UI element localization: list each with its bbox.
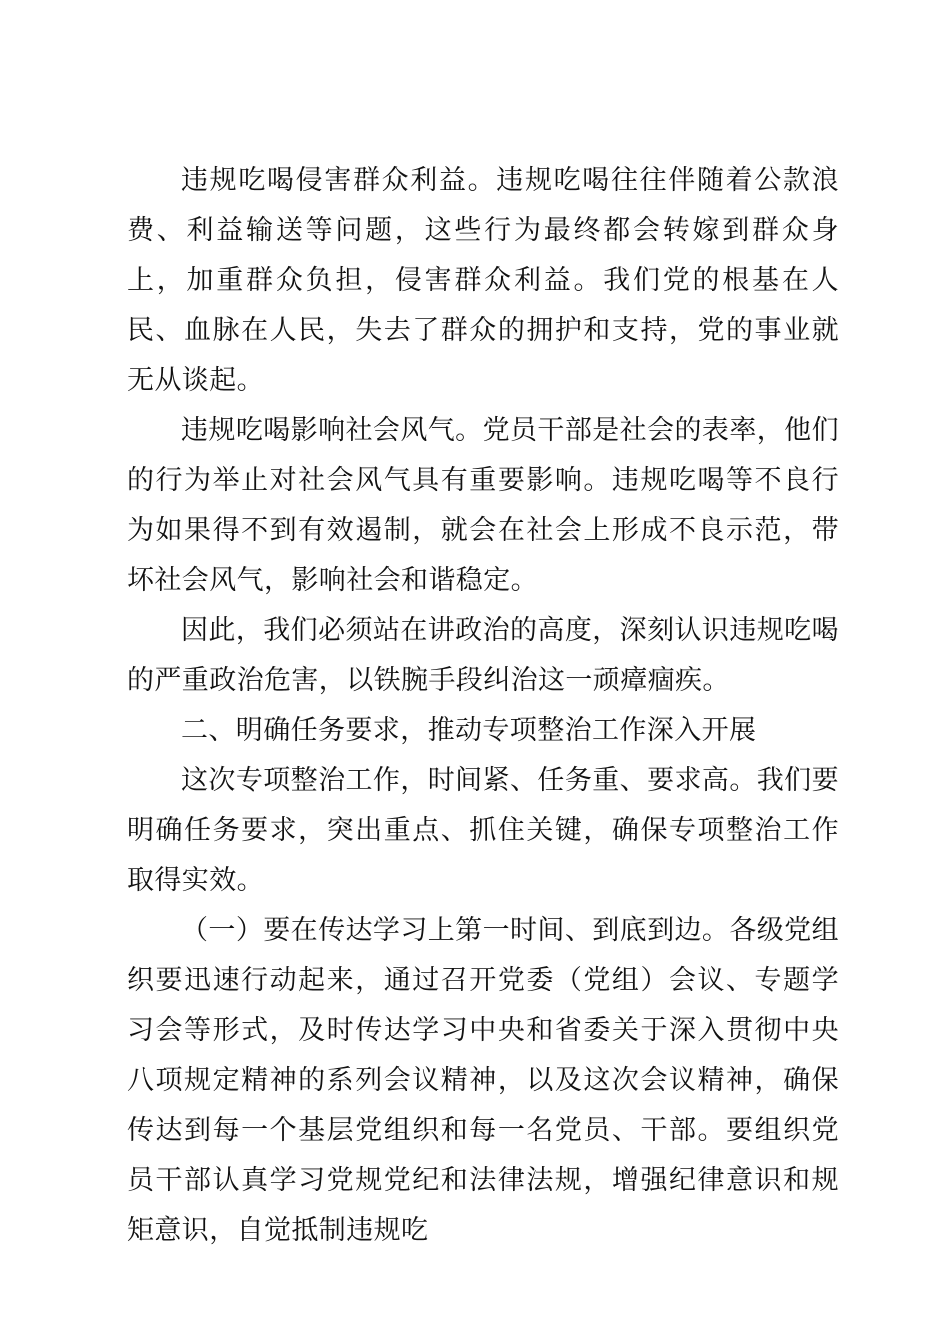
paragraph-social-atmosphere: 违规吃喝影响社会风气。党员干部是社会的表率，他们的行为举止对社会风气具有重要影响。违规吃喝等不良行为如果得不到有效遏制，就会在社会上形成不良示范，带坏社会风气，影响社会和谐稳定。 <box>127 415 839 596</box>
section-heading-two: 二、明确任务要求，推动专项整治工作深入开展 <box>181 715 757 746</box>
document-body <box>127 156 839 1256</box>
paragraph-harm-to-public-interest: 违规吃喝侵害群众利益。违规吃喝往往伴随着公款浪费、利益输送等问题，这些行为最终都会转嫁到群众身上，加重群众负担，侵害群众利益。我们党的根基在人民、血脉在人民，失去了群众的拥护和支持，党的事业就无从谈起。 <box>127 165 839 396</box>
paragraph-conclusion: 因此，我们必须站在讲政治的高度，深刻认识违规吃喝的严重政治危害，以铁腕手段纠治这一顽瘴痼疾。 <box>127 615 839 696</box>
paragraph-task-requirements: 这次专项整治工作，时间紧、任务重、要求高。我们要明确任务要求，突出重点、抓住关键，确保专项整治工作取得实效。 <box>127 765 839 896</box>
paragraph-study-dissemination: （一）要在传达学习上第一时间、到底到边。各级党组织要迅速行动起来，通过召开党委（党组）会议、专题学习会等形式，及时传达学习中央和省委关于深入贯彻中央八项规定精神的系列会议精神，以及这次会议精神，确保传达到每一个基层党组织和每一名党员、干部。要组织党员干部认真学习党规党纪和法律法规，增强纪律意识和规矩意识，自觉抵制违规吃 <box>127 915 839 1246</box>
